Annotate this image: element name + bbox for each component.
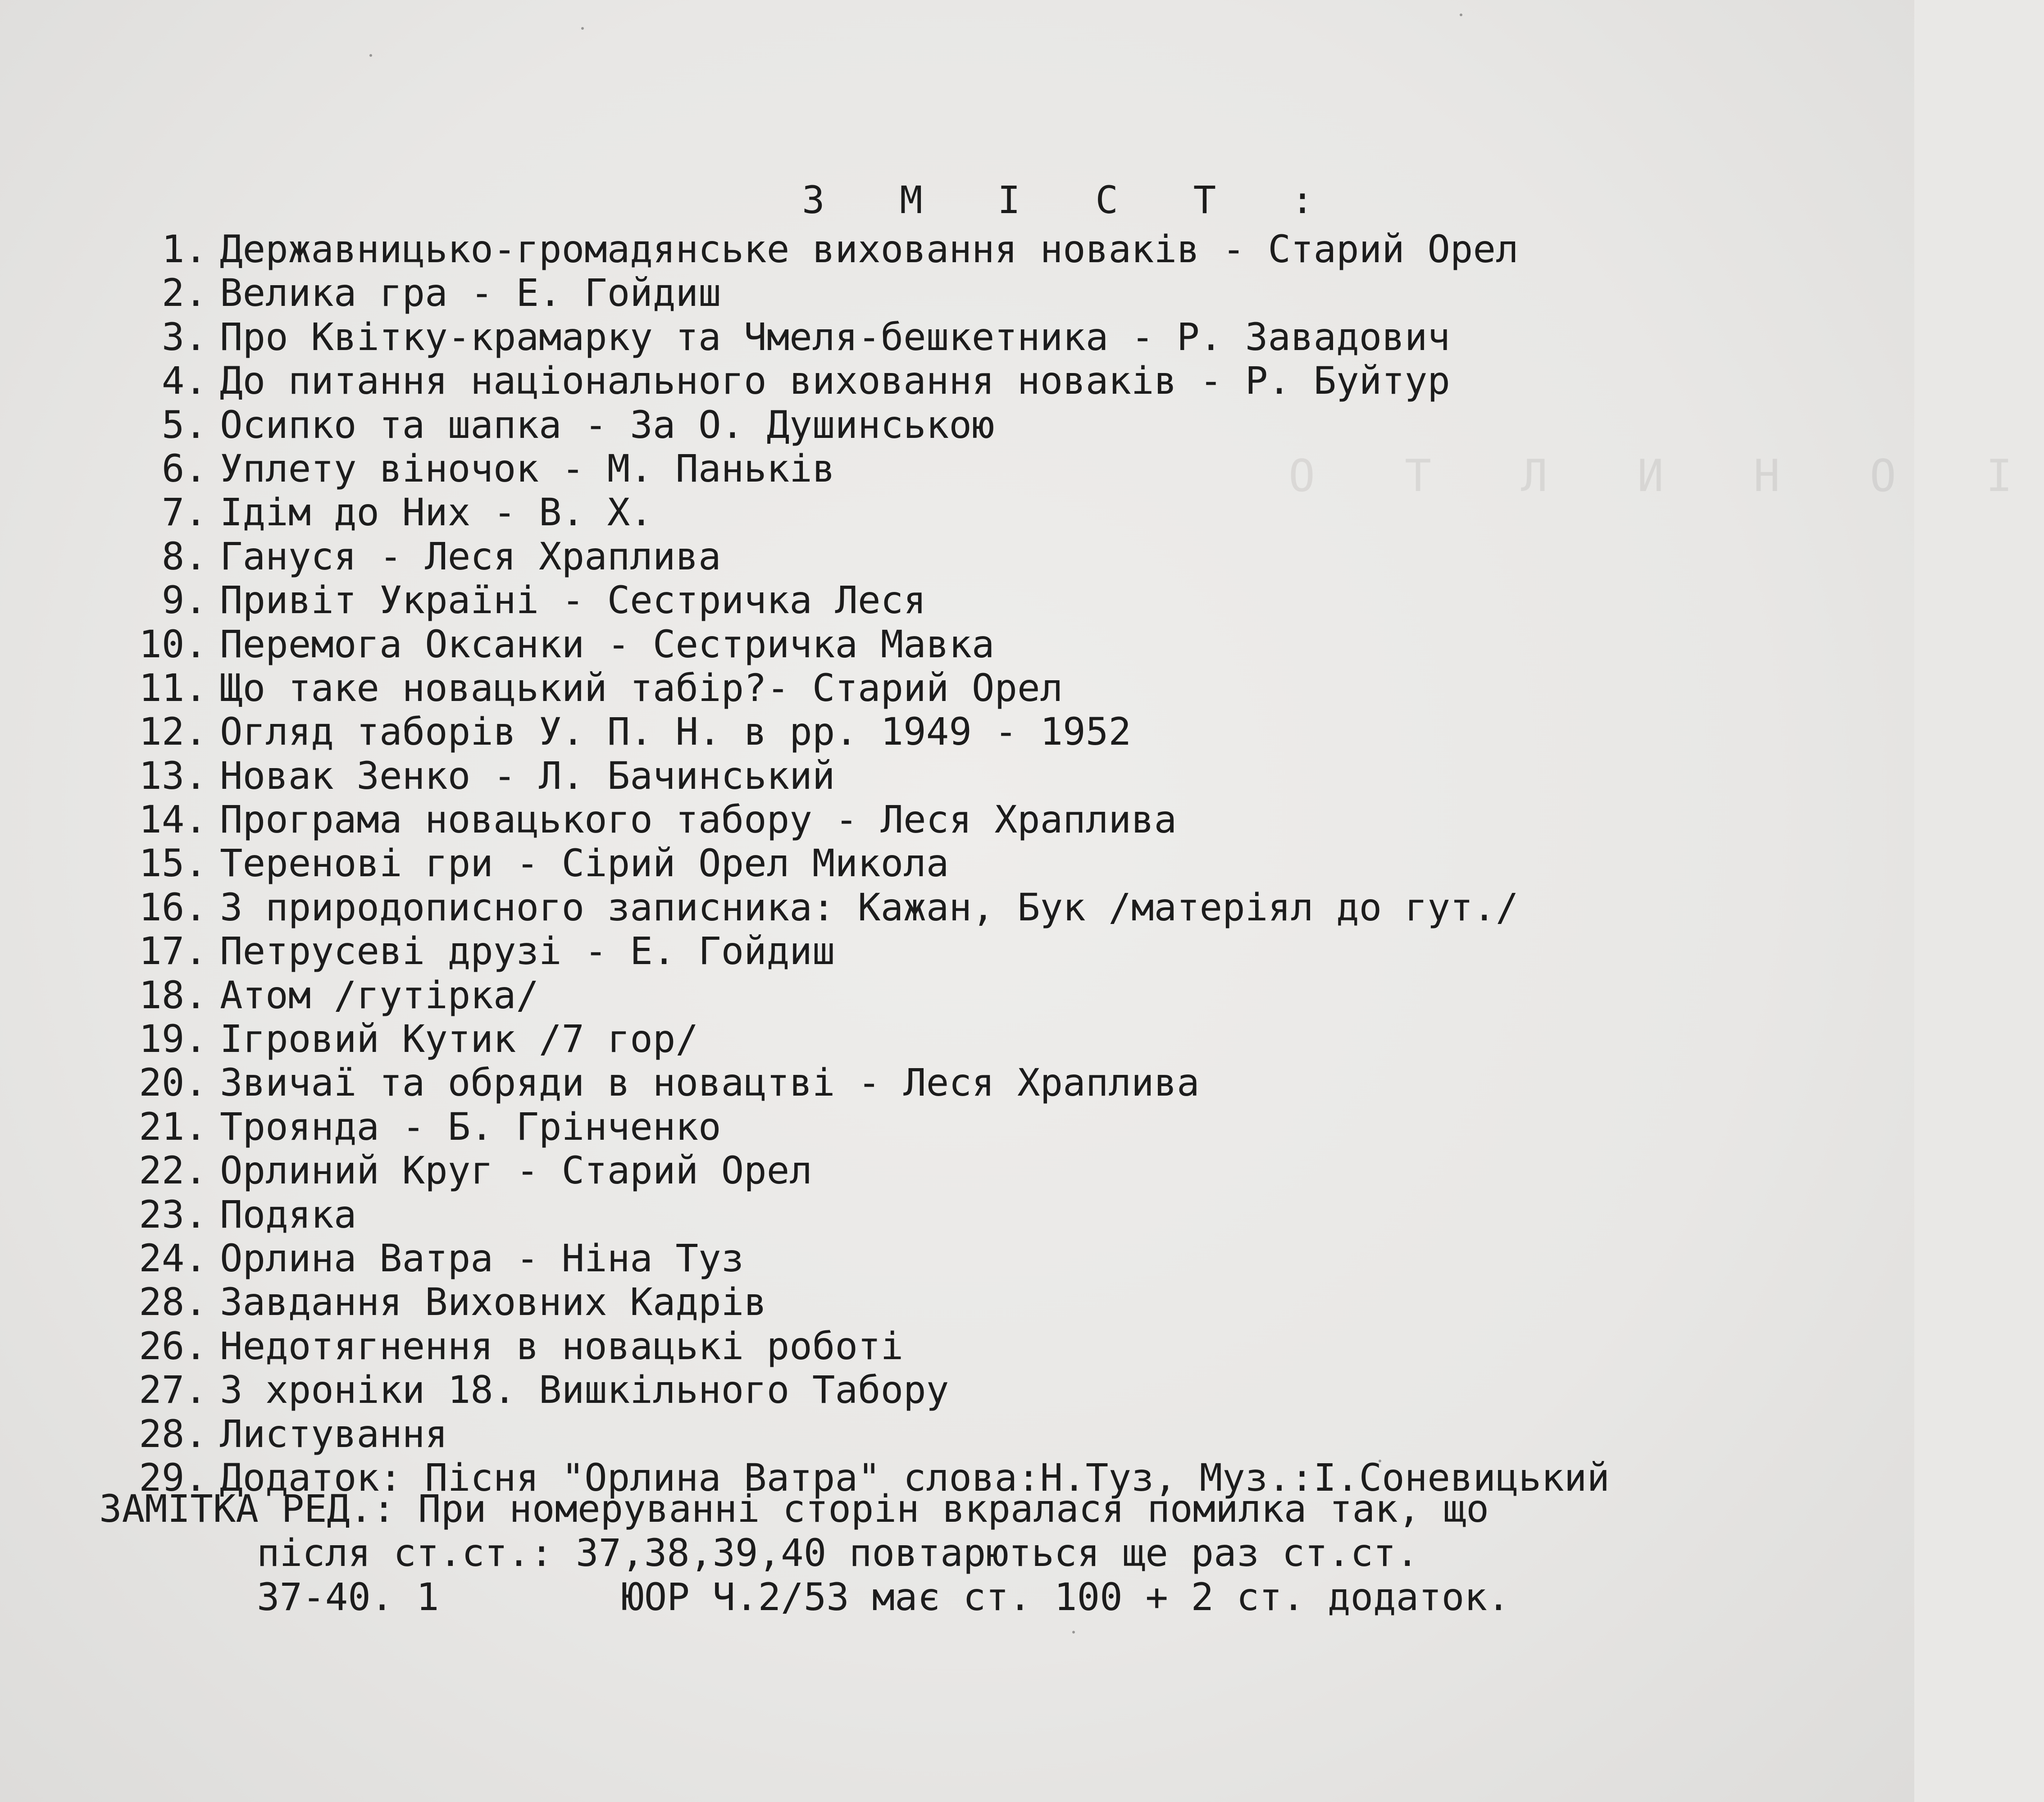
list-item — [99, 710, 1610, 754]
item-title: Атом /гутірка/ — [220, 973, 539, 1017]
list-item — [99, 1105, 1610, 1149]
item-title: Орлиний Круг - Старий Орел — [220, 1148, 812, 1193]
item-number: 14. — [139, 797, 207, 842]
item-title: Ідім до Них - В. Х. — [220, 490, 653, 535]
editor-note-line-1: При номеруванні сторін вкралася помилка так, що — [418, 1487, 1489, 1531]
item-number: 26. — [139, 1324, 207, 1368]
item-number: 18. — [139, 973, 207, 1017]
item-title: Листування — [220, 1411, 448, 1456]
editor-note-line-3: 37-40. 1 ЮОР Ч.2/53 має ст. 100 + 2 ст. додаток. — [257, 1575, 1510, 1619]
item-number: 20. — [139, 1060, 207, 1105]
list-item — [99, 1368, 1610, 1412]
item-title: Завдання Виховних Кадрів — [220, 1280, 767, 1324]
item-number: 3. — [161, 314, 207, 359]
item-number: 24. — [139, 1236, 207, 1280]
list-item — [99, 228, 1610, 271]
item-number: 19. — [139, 1017, 207, 1061]
paper-speck — [369, 54, 372, 57]
item-title: Звичаї та обряди в новацтві - Леся Храплива — [220, 1060, 1200, 1105]
list-item — [99, 1237, 1610, 1280]
item-title: Недотягнення в новацькі роботі — [220, 1324, 904, 1368]
item-number: 8. — [161, 534, 207, 578]
list-item — [99, 491, 1610, 534]
item-title: Привіт Україні - Сестричка Леся — [220, 578, 926, 623]
item-title: Огляд таборів У. П. Н. в рр. 1949 - 1952 — [220, 710, 1131, 754]
list-item — [99, 1193, 1610, 1237]
item-number: 29. — [139, 1455, 207, 1500]
item-number: 11. — [139, 665, 207, 710]
item-title: Петрусеві друзі - Е. Гойдиш — [220, 929, 835, 974]
item-number: 21. — [139, 1104, 207, 1149]
item-title: Орлина Ватра - Ніна Туз — [220, 1236, 744, 1280]
item-number: 28. — [139, 1280, 207, 1324]
item-title: Що таке новацький табір?- Старий Орел — [220, 665, 1063, 710]
item-number: 28. — [139, 1411, 207, 1456]
show-through-text: О Т Л И Н О І — [1288, 450, 2044, 502]
list-item — [99, 886, 1610, 929]
item-title: Програма новацького табору - Леся Храплива — [220, 797, 1177, 842]
item-title: Ігровий Кутик /7 гор/ — [220, 1017, 699, 1061]
list-item — [99, 666, 1610, 710]
list-item — [99, 1324, 1610, 1368]
list-item — [99, 842, 1610, 885]
table-of-contents — [99, 228, 1610, 1500]
list-item — [99, 623, 1610, 666]
list-item — [99, 1017, 1610, 1061]
item-title: Новак Зенко - Л. Бачинський — [220, 753, 835, 798]
list-item — [99, 1412, 1610, 1456]
item-number: 10. — [139, 622, 207, 666]
item-title: Велика гра - Е. Гойдиш — [220, 271, 721, 315]
list-item — [99, 578, 1610, 622]
item-number: 17. — [139, 929, 207, 974]
list-item — [99, 403, 1610, 447]
list-item — [99, 271, 1610, 315]
item-title: Перемога Оксанки - Сестричка Мавка — [220, 622, 995, 666]
list-item — [99, 1280, 1610, 1324]
item-number: 1. — [161, 227, 207, 271]
item-number: 7. — [161, 490, 207, 535]
list-item — [99, 315, 1610, 359]
item-title: З природописного записника: Кажан, Бук /матеріял до гут./ — [220, 885, 1519, 929]
editor-note — [99, 1487, 1510, 1619]
item-title: Осипко та шапка - За О. Душинською — [220, 402, 995, 447]
item-title: Уплету віночок - М. Паньків — [220, 446, 835, 491]
item-number: 22. — [139, 1148, 207, 1193]
item-title: Додаток: Пісня "Орлина Ватра" слова:Н.Туз, Муз.:І.Соневицький — [220, 1455, 1610, 1500]
item-title: Гануся - Леся Храплива — [220, 534, 721, 578]
paper-speck — [1379, 1460, 1381, 1462]
list-item — [99, 447, 1610, 491]
list-item — [99, 1149, 1610, 1192]
item-number: 16. — [139, 885, 207, 929]
item-title: Про Квітку-крамарку та Чмеля-бешкетника - Р. Завадович — [220, 314, 1450, 359]
list-item — [99, 798, 1610, 842]
item-title: До питання національного виховання новаків - Р. Буйтур — [220, 359, 1450, 403]
item-title: Державницько-громадянське виховання новаків - Старий Орел — [220, 227, 1519, 271]
item-number: 15. — [139, 841, 207, 886]
list-item — [99, 359, 1610, 403]
item-number: 9. — [161, 578, 207, 623]
item-title: Троянда - Б. Грінченко — [220, 1104, 721, 1149]
paper-speck — [1072, 1631, 1075, 1634]
item-number: 4. — [161, 359, 207, 403]
item-number: 27. — [139, 1368, 207, 1412]
editor-note-label: ЗАМІТКА РЕД.: — [99, 1487, 396, 1531]
editor-note-line-2: після ст.ст.: 37,38,39,40 повтарються ще раз ст.ст. — [257, 1531, 1419, 1575]
item-number: 6. — [161, 446, 207, 491]
item-title: З хроніки 18. Вишкільного Табору — [220, 1368, 949, 1412]
item-number: 5. — [161, 402, 207, 447]
item-number: 2. — [161, 271, 207, 315]
paper-speck — [581, 27, 584, 30]
list-item — [99, 929, 1610, 973]
list-item — [99, 535, 1610, 578]
item-number: 12. — [139, 710, 207, 754]
page-title: З М І С Т : — [802, 178, 1340, 222]
item-number: 13. — [139, 753, 207, 798]
item-title: Подяка — [220, 1192, 357, 1237]
list-item — [99, 754, 1610, 798]
item-number: 23. — [139, 1192, 207, 1237]
list-item — [99, 974, 1610, 1017]
list-item — [99, 1061, 1610, 1105]
paper-speck — [1460, 14, 1462, 16]
item-title: Теренові гри - Сірий Орел Микола — [220, 841, 949, 886]
